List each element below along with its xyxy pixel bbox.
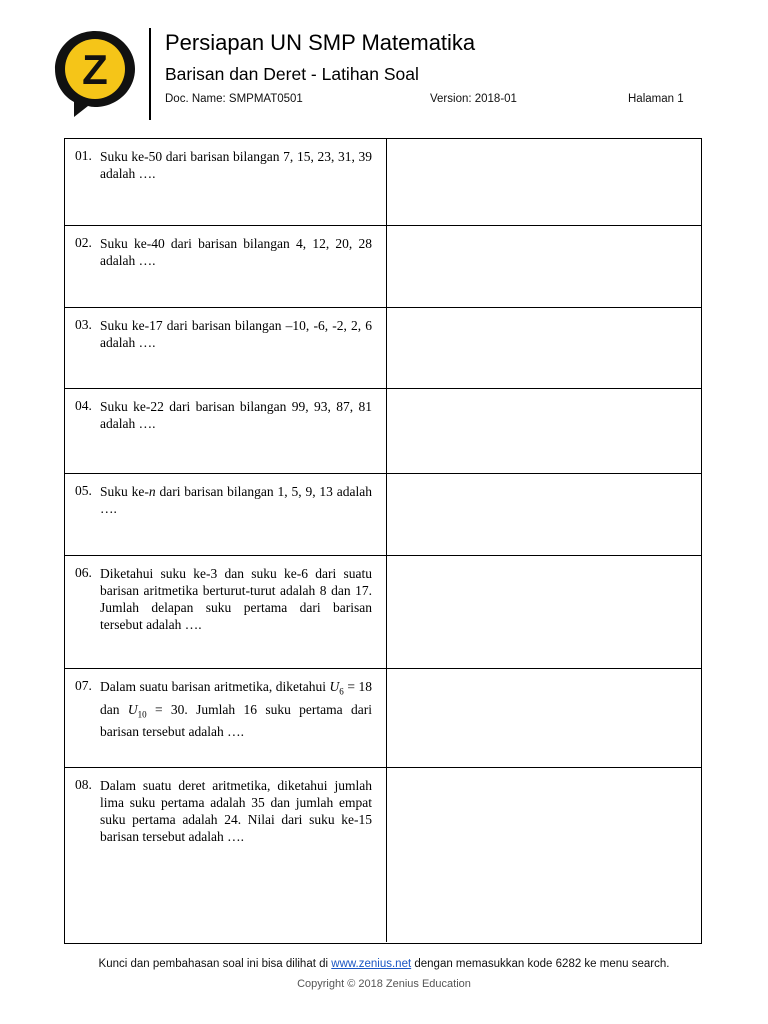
question-number: 08. — [75, 777, 92, 792]
answer-cell[interactable] — [387, 768, 701, 942]
question-row-01 — [65, 139, 701, 225]
variable-u: U — [127, 701, 138, 717]
variable-n: n — [148, 484, 156, 499]
question-number: 03. — [75, 317, 92, 332]
answer-cell[interactable] — [387, 556, 701, 668]
question-text: Suku ke-50 dari barisan bilangan 7, 15, 23, 31, 39 adalah …. — [100, 149, 372, 181]
page-number: Halaman 1 — [628, 93, 684, 105]
question-text-part: Suku ke- — [100, 484, 149, 499]
answer-cell[interactable] — [387, 226, 701, 307]
zenius-link[interactable]: www.zenius.net — [331, 958, 412, 970]
question-row-02 — [65, 225, 701, 307]
question-text: Suku ke-40 dari barisan bilangan 4, 12, 20, 28 adalah …. — [100, 236, 372, 268]
question-cell — [65, 226, 387, 307]
question-row-06 — [65, 555, 701, 668]
question-cell — [65, 139, 387, 225]
question-cell — [65, 669, 387, 767]
question-text: Dalam suatu deret aritmetika, diketahui jumlah lima suku pertama adalah 35 dan jumlah empat suku pertama adalah 24. Nilai dari suku ke-15 barisan tersebut adalah …. — [100, 778, 372, 844]
answer-cell[interactable] — [387, 389, 701, 473]
footer-note — [0, 958, 768, 970]
question-table — [64, 138, 702, 944]
copyright: Copyright © 2018 Zenius Education — [297, 978, 471, 990]
zenius-logo — [52, 28, 138, 120]
header-divider — [149, 28, 151, 120]
question-number: 02. — [75, 235, 92, 250]
question-cell — [65, 308, 387, 388]
question-row-08 — [65, 767, 701, 942]
footer-text: dengan memasukkan kode 6282 ke menu search. — [411, 958, 670, 970]
question-row-04 — [65, 388, 701, 473]
doc-name: Doc. Name: SMPMAT0501 — [165, 93, 303, 105]
question-row-07 — [65, 668, 701, 767]
question-number: 07. — [75, 678, 92, 693]
question-text: Diketahui suku ke-3 dan suku ke-6 dari suatu barisan aritmetika berturut-turut adalah 8 dan 17. Jumlah delapan suku pertama dari barisan tersebut adalah …. — [100, 566, 372, 632]
page-subtitle: Barisan dan Deret - Latihan Soal — [165, 64, 419, 84]
question-text — [100, 678, 372, 740]
subscript: 10 — [137, 709, 147, 720]
question-text: Suku ke-17 dari barisan bilangan –10, -6, -2, 2, 6 adalah …. — [100, 318, 372, 350]
answer-cell[interactable] — [387, 474, 701, 555]
answer-cell[interactable] — [387, 669, 701, 767]
question-cell — [65, 389, 387, 473]
subscript: 6 — [339, 686, 344, 697]
question-text-part: Dalam suatu barisan aritmetika, diketahui — [100, 679, 330, 694]
question-number: 06. — [75, 565, 92, 580]
question-text: Suku ke-22 dari barisan bilangan 99, 93, 87, 81 adalah …. — [100, 399, 372, 431]
question-text-part: = 30. Jumlah 16 suku pertama dari barisan tersebut adalah …. — [100, 701, 372, 740]
footer-text: Kunci dan pembahasan soal ini bisa dilihat di — [98, 958, 332, 970]
question-text — [100, 483, 372, 517]
question-row-05 — [65, 473, 701, 555]
variable-u: U — [329, 679, 340, 694]
question-cell — [65, 768, 387, 942]
question-cell — [65, 474, 387, 555]
question-text-part: = 18 dan — [100, 679, 372, 717]
logo-letter: Z — [82, 46, 108, 93]
answer-cell[interactable] — [387, 139, 701, 225]
question-number: 04. — [75, 398, 92, 413]
answer-cell[interactable] — [387, 308, 701, 388]
question-row-03 — [65, 307, 701, 388]
question-cell — [65, 556, 387, 668]
page-title: Persiapan UN SMP Matematika — [165, 30, 476, 55]
question-number: 05. — [75, 483, 92, 498]
doc-version: Version: 2018-01 — [430, 93, 517, 105]
question-number: 01. — [75, 148, 92, 163]
question-text-part: dari barisan bilangan 1, 5, 9, 13 adalah …. — [100, 484, 373, 516]
